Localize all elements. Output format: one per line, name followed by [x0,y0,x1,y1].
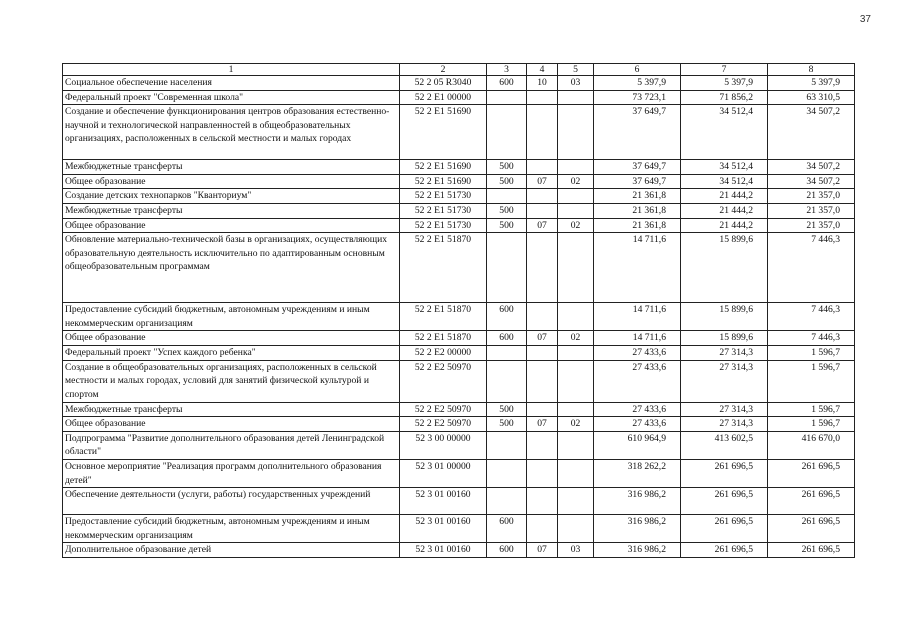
table-row [63,360,855,402]
row-section-cell [527,203,558,218]
row-subsection-cell: 02 [558,218,594,233]
row-name-cell: Общее образование [63,218,400,233]
row-name-cell: Межбюджетные трансферты [63,160,400,175]
row-section-cell [527,402,558,417]
row-code-cell: 52 2 E2 00000 [400,345,487,360]
row-section-cell: 07 [527,331,558,346]
row-amount-cell: 34 507,2 [768,174,855,189]
row-subsection-cell: 03 [558,543,594,558]
row-name-cell: Предоставление субсидий бюджетным, автономным учреждениям и иным некоммерческим организациям [63,303,400,331]
row-amount-cell: 1 596,7 [768,417,855,432]
row-subsection-cell [558,360,594,402]
row-amount-cell: 34 507,2 [768,160,855,175]
row-amount-cell: 34 512,4 [681,160,768,175]
table-row [63,431,855,459]
table-row [63,218,855,233]
row-section-cell [527,431,558,459]
row-code-cell: 52 2 E1 51690 [400,160,487,175]
row-amount-cell: 7 446,3 [768,303,855,331]
row-subsection-cell [558,160,594,175]
row-expense-type-cell: 500 [487,203,527,218]
budget-table [62,63,855,558]
row-name-cell: Общее образование [63,174,400,189]
row-name-cell: Обновление материально-технической базы в организациях, осуществляющих образовательную деятельность исключительно по адаптированным основным общеобразовательным программам [63,233,400,303]
row-amount-cell: 261 696,5 [681,515,768,543]
row-amount-cell: 15 899,6 [681,303,768,331]
row-amount-cell: 5 397,9 [594,76,681,91]
row-code-cell: 52 2 E1 51690 [400,174,487,189]
row-subsection-cell [558,90,594,105]
row-amount-cell: 7 446,3 [768,331,855,346]
row-section-cell [527,233,558,303]
row-amount-cell: 37 649,7 [594,105,681,160]
row-amount-cell: 21 361,8 [594,189,681,204]
row-code-cell: 52 2 E2 50970 [400,417,487,432]
row-amount-cell: 63 310,5 [768,90,855,105]
row-section-cell [527,90,558,105]
row-amount-cell: 316 986,2 [594,488,681,515]
row-amount-cell: 261 696,5 [681,488,768,515]
row-expense-type-cell: 500 [487,174,527,189]
row-amount-cell: 5 397,9 [681,76,768,91]
table-row [63,515,855,543]
row-subsection-cell: 03 [558,76,594,91]
row-amount-cell: 37 649,7 [594,174,681,189]
row-section-cell [527,105,558,160]
row-code-cell: 52 2 E1 51870 [400,233,487,303]
row-name-cell: Общее образование [63,417,400,432]
row-amount-cell: 15 899,6 [681,233,768,303]
row-name-cell: Межбюджетные трансферты [63,203,400,218]
row-name-cell: Предоставление субсидий бюджетным, автономным учреждениям и иным некоммерческим организациям [63,515,400,543]
row-amount-cell: 27 314,3 [681,345,768,360]
row-name-cell: Федеральный проект "Успех каждого ребенка" [63,345,400,360]
row-name-cell: Подпрограмма "Развитие дополнительного образования детей Ленинградской области" [63,431,400,459]
row-expense-type-cell: 600 [487,515,527,543]
header-cell: 3 [487,64,527,76]
row-code-cell: 52 2 E1 51690 [400,105,487,160]
header-cell: 4 [527,64,558,76]
row-expense-type-cell: 500 [487,218,527,233]
row-subsection-cell: 02 [558,417,594,432]
row-subsection-cell [558,431,594,459]
header-cell: 1 [63,64,400,76]
row-subsection-cell [558,345,594,360]
row-code-cell: 52 2 E1 51730 [400,189,487,204]
row-name-cell: Создание детских технопарков "Кванториум" [63,189,400,204]
table-row [63,76,855,91]
row-section-cell [527,488,558,515]
row-amount-cell: 37 649,7 [594,160,681,175]
row-amount-cell: 27 433,6 [594,345,681,360]
row-amount-cell: 1 596,7 [768,345,855,360]
row-subsection-cell [558,488,594,515]
row-amount-cell: 7 446,3 [768,233,855,303]
row-amount-cell: 21 357,0 [768,203,855,218]
row-code-cell: 52 3 01 00160 [400,515,487,543]
row-amount-cell: 73 723,1 [594,90,681,105]
row-name-cell: Общее образование [63,331,400,346]
row-amount-cell: 21 361,8 [594,203,681,218]
row-subsection-cell: 02 [558,331,594,346]
row-subsection-cell [558,515,594,543]
row-expense-type-cell [487,488,527,515]
row-code-cell: 52 3 01 00160 [400,543,487,558]
table-row [63,331,855,346]
row-name-cell: Обеспечение деятельности (услуги, работы) государственных учреждений [63,488,400,515]
row-amount-cell: 413 602,5 [681,431,768,459]
row-amount-cell: 316 986,2 [594,543,681,558]
row-expense-type-cell [487,360,527,402]
row-expense-type-cell: 500 [487,160,527,175]
row-code-cell: 52 2 E2 50970 [400,360,487,402]
row-amount-cell: 5 397,9 [768,76,855,91]
row-code-cell: 52 2 E1 51870 [400,303,487,331]
row-expense-type-cell [487,189,527,204]
row-amount-cell: 21 361,8 [594,218,681,233]
row-name-cell: Социальное обеспечение населения [63,76,400,91]
row-subsection-cell [558,402,594,417]
row-subsection-cell [558,203,594,218]
row-amount-cell: 27 314,3 [681,417,768,432]
row-name-cell: Создание и обеспечение функционирования центров образования естественно-научной и технологической направленностей в общеобразовательных организациях, расположенных в сельской местности и малых городах [63,105,400,160]
row-code-cell: 52 2 05 R3040 [400,76,487,91]
row-name-cell: Федеральный проект "Современная школа" [63,90,400,105]
row-code-cell: 52 3 01 00000 [400,459,487,487]
row-amount-cell: 14 711,6 [594,331,681,346]
row-expense-type-cell: 500 [487,417,527,432]
row-code-cell: 52 3 01 00160 [400,488,487,515]
row-subsection-cell: 02 [558,174,594,189]
row-amount-cell: 21 357,0 [768,189,855,204]
row-amount-cell: 27 433,6 [594,417,681,432]
row-section-cell [527,189,558,204]
row-code-cell: 52 3 00 00000 [400,431,487,459]
row-subsection-cell [558,233,594,303]
row-amount-cell: 316 986,2 [594,515,681,543]
row-name-cell: Межбюджетные трансферты [63,402,400,417]
row-expense-type-cell [487,105,527,160]
row-amount-cell: 416 670,0 [768,431,855,459]
row-section-cell: 07 [527,174,558,189]
row-name-cell: Основное мероприятие "Реализация программ дополнительного образования детей" [63,459,400,487]
table-row [63,303,855,331]
row-expense-type-cell [487,90,527,105]
table-row [63,189,855,204]
row-amount-cell: 27 314,3 [681,360,768,402]
row-section-cell [527,459,558,487]
row-code-cell: 52 2 E1 51730 [400,218,487,233]
row-amount-cell: 318 262,2 [594,459,681,487]
table-row [63,345,855,360]
row-code-cell: 52 2 E1 51730 [400,203,487,218]
row-expense-type-cell: 600 [487,303,527,331]
header-cell: 6 [594,64,681,76]
row-amount-cell: 21 444,2 [681,203,768,218]
row-amount-cell: 34 507,2 [768,105,855,160]
row-amount-cell: 261 696,5 [681,459,768,487]
table-body [63,64,855,558]
header-cell: 7 [681,64,768,76]
row-amount-cell: 34 512,4 [681,174,768,189]
table-row [63,543,855,558]
row-amount-cell: 21 444,2 [681,189,768,204]
row-amount-cell: 21 357,0 [768,218,855,233]
table-row [63,459,855,487]
row-section-cell [527,345,558,360]
row-subsection-cell [558,105,594,160]
row-section-cell: 07 [527,218,558,233]
table-row [63,233,855,303]
row-section-cell: 10 [527,76,558,91]
row-section-cell [527,160,558,175]
row-name-cell: Создание в общеобразовательных организациях, расположенных в сельской местности и малых городах, условий для занятий физической культурой и спортом [63,360,400,402]
row-expense-type-cell [487,459,527,487]
row-expense-type-cell: 600 [487,331,527,346]
header-cell: 8 [768,64,855,76]
row-expense-type-cell: 600 [487,543,527,558]
row-expense-type-cell: 500 [487,402,527,417]
row-subsection-cell [558,459,594,487]
row-amount-cell: 27 314,3 [681,402,768,417]
table-row [63,203,855,218]
row-amount-cell: 610 964,9 [594,431,681,459]
table-row [63,488,855,515]
row-section-cell [527,515,558,543]
row-expense-type-cell [487,233,527,303]
table-header-row [63,64,855,76]
header-cell: 5 [558,64,594,76]
row-amount-cell: 14 711,6 [594,233,681,303]
row-code-cell: 52 2 E2 50970 [400,402,487,417]
row-section-cell: 07 [527,417,558,432]
row-amount-cell: 71 856,2 [681,90,768,105]
row-amount-cell: 261 696,5 [768,459,855,487]
row-expense-type-cell [487,345,527,360]
row-amount-cell: 34 512,4 [681,105,768,160]
row-section-cell [527,360,558,402]
row-amount-cell: 261 696,5 [768,515,855,543]
table-row [63,417,855,432]
row-amount-cell: 1 596,7 [768,360,855,402]
row-code-cell: 52 2 E1 51870 [400,331,487,346]
row-code-cell: 52 2 E1 00000 [400,90,487,105]
row-amount-cell: 261 696,5 [681,543,768,558]
table-row [63,160,855,175]
row-subsection-cell [558,303,594,331]
table-row [63,90,855,105]
row-subsection-cell [558,189,594,204]
table-row [63,105,855,160]
row-expense-type-cell [487,431,527,459]
row-amount-cell: 261 696,5 [768,543,855,558]
row-section-cell [527,303,558,331]
row-amount-cell: 14 711,6 [594,303,681,331]
row-amount-cell: 15 899,6 [681,331,768,346]
table-row [63,174,855,189]
row-amount-cell: 21 444,2 [681,218,768,233]
row-name-cell: Дополнительное образование детей [63,543,400,558]
row-amount-cell: 27 433,6 [594,402,681,417]
row-expense-type-cell: 600 [487,76,527,91]
page-number: 37 [859,14,871,25]
table-row [63,402,855,417]
row-amount-cell: 27 433,6 [594,360,681,402]
row-amount-cell: 261 696,5 [768,488,855,515]
row-amount-cell: 1 596,7 [768,402,855,417]
header-cell: 2 [400,64,487,76]
row-section-cell: 07 [527,543,558,558]
